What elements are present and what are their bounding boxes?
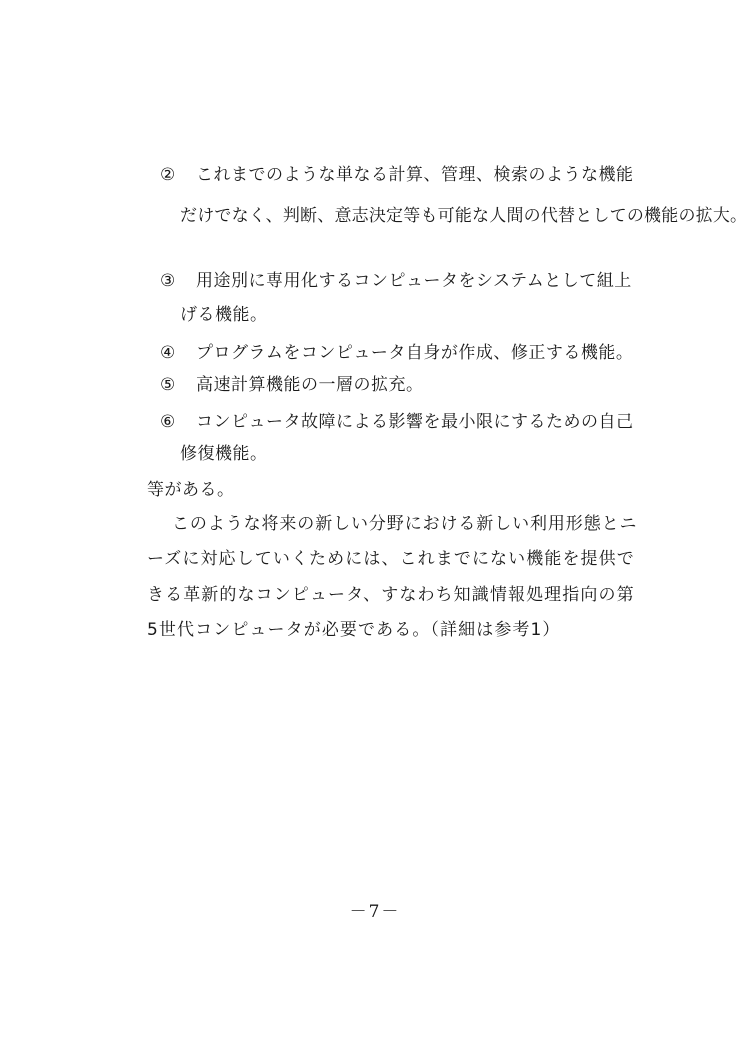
list-item-5-line-1 [160,373,424,397]
list-item-text: コンピュータ故障による影響を最小限にするための自己 [196,412,634,432]
page-number: －7－ [349,902,401,922]
list-item-text: 高速計算機能の一層の拡充。 [196,375,424,395]
list-item-3-line-1 [160,269,632,293]
list-item-6-line-1 [160,410,634,434]
list-item-text: プログラムをコンピュータ自身が作成、修正する機能。 [196,343,634,363]
list-item-3-line-2 [180,303,268,327]
list-item-4-line-1 [160,341,633,365]
list-item-text: げる機能。 [180,305,268,325]
paragraph-line-1: このような将来の新しい分野における新しい利用形態とニ [172,514,638,534]
list-marker: ② [160,165,176,185]
list-marker: ④ [160,343,176,363]
list-item-text: だけでなく、判断、意志決定等も可能な人間の代替としての機能の拡大。 [180,206,748,226]
list-item-2-line-1 [160,163,634,187]
paragraph-line-3: きる革新的なコンピュータ、すなわち知識情報処理指向の第 [147,585,635,605]
paragraph-line-2: ーズに対応していくためには、これまでにない機能を提供で [147,549,635,569]
closing-text: 等がある。 [147,480,235,500]
list-marker: ⑤ [160,375,176,395]
list-item-text: 用途別に専用化するコンピュータをシステムとして組上 [196,271,632,291]
list-marker: ③ [160,271,176,291]
list-item-text: 修復機能。 [180,444,268,464]
list-item-2-line-2 [180,204,747,228]
list-item-6-line-2 [180,442,268,466]
list-item-text: これまでのような単なる計算、管理、検索のような機能 [196,165,634,185]
list-marker: ⑥ [160,412,176,432]
paragraph-line-4: 5世代コンピュータが必要である。（詳細は参考1） [147,620,561,640]
